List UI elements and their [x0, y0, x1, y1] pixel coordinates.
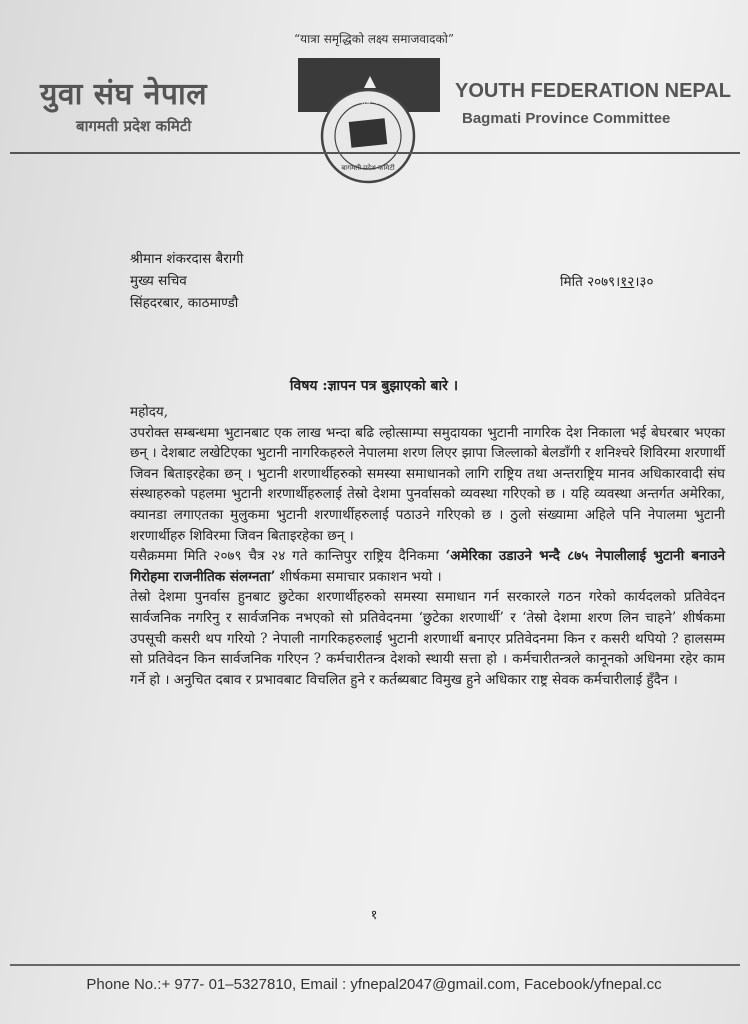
party-flag-seal-icon — [298, 58, 440, 188]
date-label: मिति — [560, 274, 583, 290]
org-name-english: YOUTH FEDERATION NEPAL — [455, 80, 731, 102]
org-name-nepali: युवा संघ नेपाल — [40, 77, 208, 112]
letter-body — [130, 402, 725, 690]
paragraph-2-intro: यसैक्रममा मिति २०७९ चैत्र २४ गते कान्तिपुर राष्ट्रिय दैनिकमा — [130, 548, 446, 565]
subject-line: विषय :ज्ञापन पत्र बुझाएको बारे । — [289, 378, 459, 394]
salutation: महोदय, — [130, 404, 169, 420]
paragraph-2 — [130, 546, 725, 587]
news-headline: ‘अमेरिका उडाउने भन्दै ८७५ नेपालीलाई भुटानी बनाउने गिरोहमा राजनीतिक संलग्नता’ — [130, 548, 725, 585]
recipient-address: सिंहदरबार, काठमाण्डौ — [130, 295, 239, 311]
slogan: “यात्रा समृद्धिको लक्ष्य समाजवादको” — [293, 32, 455, 46]
page-number: १ — [370, 908, 378, 923]
recipient-block — [130, 248, 243, 314]
letter-date — [560, 272, 653, 290]
recipient-title: मुख्य सचिव — [130, 273, 187, 289]
contact-footer: Phone No.:+ 977- 01–5327810, Email : yfnepal2047@gmail.com, Facebook/yfnepal.cc — [86, 976, 662, 993]
org-sub-nepali: बागमती प्रदेश कमिटी — [76, 117, 192, 135]
seal-text-top: युवा संघ नेपाल — [346, 97, 390, 106]
date-day: ।३० — [634, 274, 654, 290]
recipient-name: श्रीमान शंकरदास बैरागी — [130, 251, 244, 267]
footer-divider — [10, 964, 740, 966]
seal-text-bottom: बागमती प्रदेश कमिटी — [341, 164, 395, 172]
date-month: १२ — [620, 274, 635, 290]
paragraph-1: उपरोक्त सम्बन्धमा भुटानबाट एक लाख भन्दा बढि ल्होत्साम्पा समुदायका भुटानी नागरिक देश निकाला भई बेघरबार भएका छन् । देशबाट लखेटिएका भुटानी नागरिकहरुले नेपालमा शरण लिएर झापा जिल्लाको बेलडाँगी र शनिश्चरे शिविरमा शरणार्थी जिवन बिताइरहेका छन् । भुटानी शरणार्थीहरुको समस्या समाधानको लागि राष्ट्रिय तथा अन्तराष्ट्रिय मानव अधिकारवादी संघ संस्थाहरुको पहलमा भुटानी शरणार्थीहरुलाई तेस्रो देशमा पुनर्वासको व्यवस्था गरिएको छ । यहि व्यवस्था अन्तर्गत अमेरिका, क्यानडा लगाएतका मुलुकमा भुटानी शरणार्थीहरुलाई पठाउने गरिएको छ । ठुलो संख्यामा अहिले पनि नेपालमा भुटानी शरणार्थीहरु शिविरमा जिवन बिताइरहेका छन् । — [130, 424, 725, 544]
date-prefix: २०७९। — [587, 274, 621, 290]
paragraph-3: तेस्रो देशमा पुनर्वास हुनबाट छुटेका शरणार्थीहरुको समस्या समाधान गर्न सरकारले गठन गरेको कार्यदलको प्रतिवेदन सार्वजनिक नगरिनु र सार्वजनिक नभएको सो प्रतिवेदनमा ‘छुटेका शरणार्थी’ र ‘तेस्रो देशमा शरण लिन चाहने’ शीर्षकमा उपसूची कसरी थप गरियो ? नेपाली नागरिकहरुलाई भुटानी शरणार्थी बनाएर प्रतिवेदनमा किन र कसरी थपियो ? हालसम्म सो प्रतिवेदन किन सार्वजनिक गरिएन ? कर्मचारीतन्त्र देशको स्थायी सत्ता हो । कर्मचारीतन्त्रले कानूनको अधिनमा रहेर काम गर्ने हो । अनुचित दबाव र प्रभावबाट विचलित हुने र कर्तब्यबाट विमुख हुने अधिकार राष्ट्र सेवक कर्मचारीलाई हुँदैन । — [130, 589, 725, 688]
paragraph-2-end: शीर्षकमा समाचार प्रकाशन भयो । — [275, 568, 442, 585]
header-divider — [10, 152, 740, 154]
org-sub-english: Bagmati Province Committee — [462, 110, 671, 127]
